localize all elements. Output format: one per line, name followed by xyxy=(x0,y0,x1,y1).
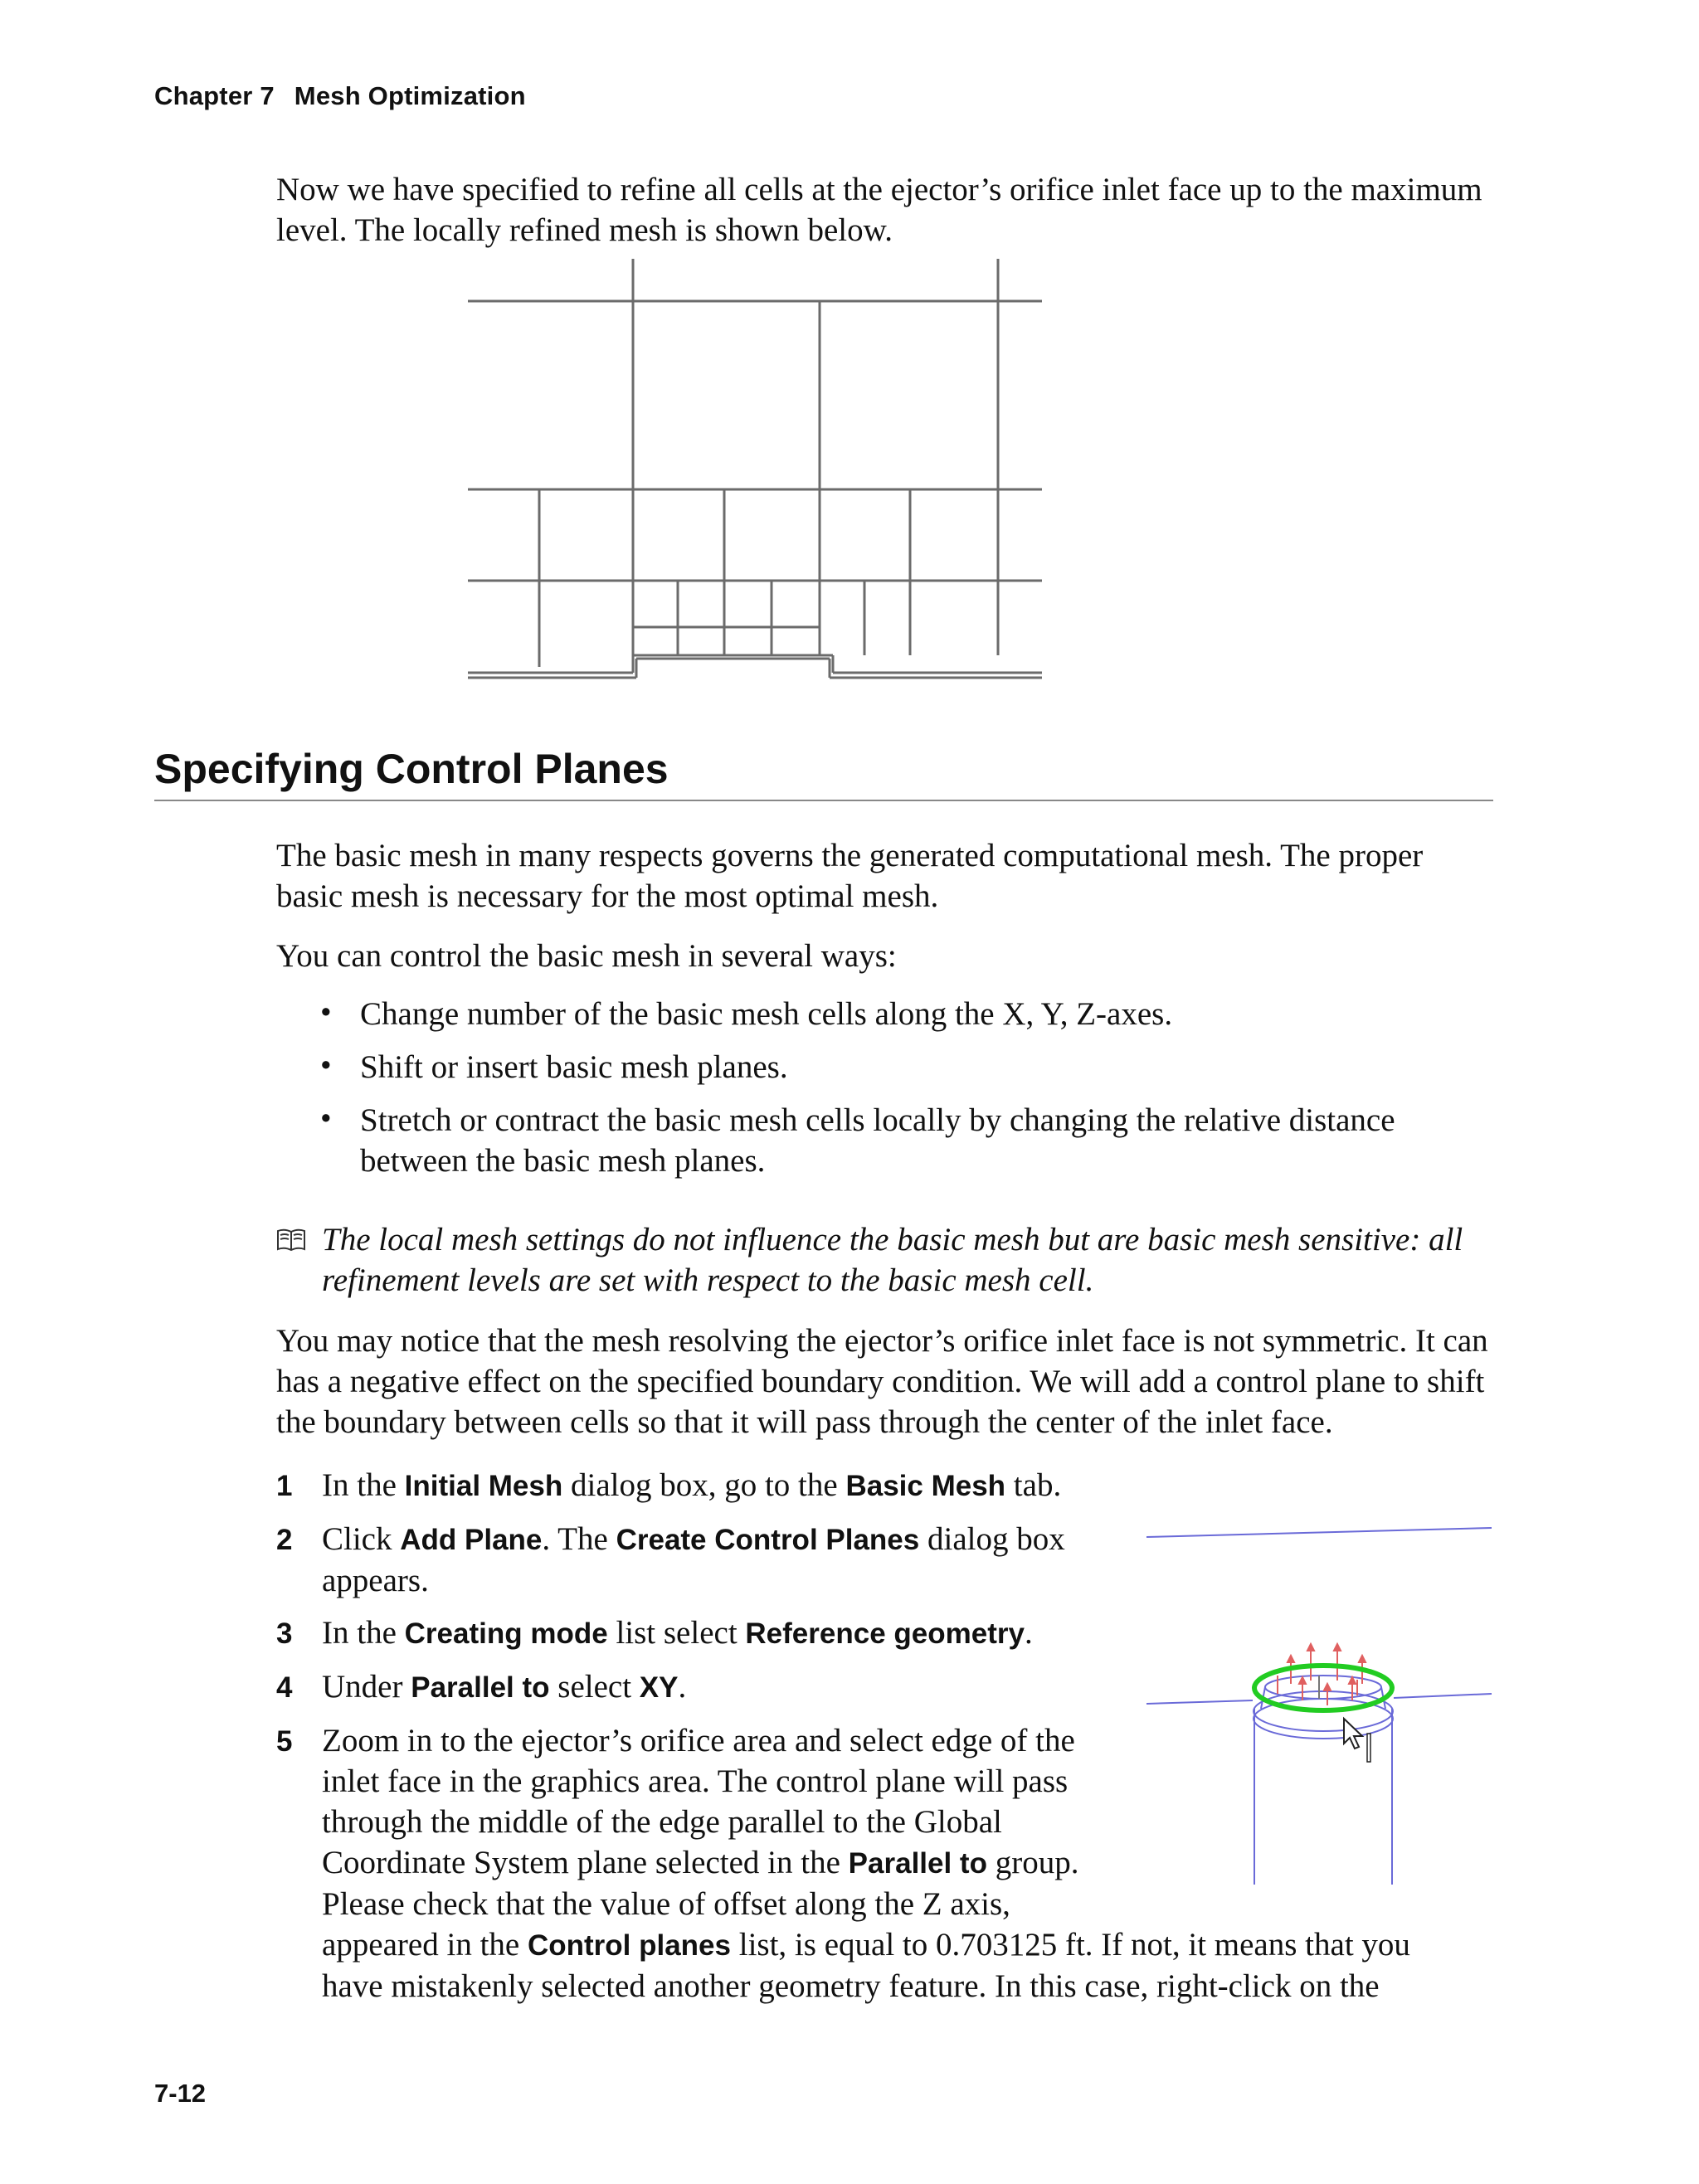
chapter-title: Mesh Optimization xyxy=(294,81,526,110)
section-heading: Specifying Control Planes xyxy=(154,746,669,792)
section-divider xyxy=(154,800,1493,801)
orifice-edge-illustration xyxy=(1145,1510,1493,1891)
list-item: Stretch or contract the basic mesh cells locally by changing the relative distance between the basic mesh planes. xyxy=(360,1102,1395,1179)
bullet-marker: • xyxy=(320,1101,332,1136)
bullet-marker: • xyxy=(320,1048,332,1083)
step-5-text: Zoom in to the ejector’s orifice area and select edge of the inlet face in the graphics area. The control plane will pass through the middle of the edge parallel to the Global Coordinate System plane selected in the Parallel to group. Please check that the value of offset along the Z axis, appeared in the Control planes list, is equal to 0.703125 ft. If not, it means that you have mistakenly selected another geometry feature. In this case, right-click on the xyxy=(322,1723,1410,2004)
intro-paragraph: Now we have specified to refine all cells at the ejector’s orifice inlet face up to the maximum level. The locally refined mesh is shown below. xyxy=(276,172,1482,248)
step-3-text: In the Creating mode list select Reference geometry. xyxy=(322,1615,1033,1651)
step-number: 1 xyxy=(276,1470,293,1502)
paragraph-control-ways: You can control the basic mesh in several ways: xyxy=(276,938,897,974)
list-item: Shift or insert basic mesh planes. xyxy=(360,1049,788,1085)
paragraph-asymmetry: You may notice that the mesh resolving the ejector’s orifice inlet face is not symmetric. It can has a negative effect on the specified boundary condition. We will add a control plane to shift the boundary between cells so that it will pass through the center of the inlet face. xyxy=(276,1323,1488,1440)
bullet-marker: • xyxy=(320,995,332,1030)
step-number: 5 xyxy=(276,1725,293,1758)
book-icon xyxy=(276,1228,306,1253)
step-number: 4 xyxy=(276,1671,293,1704)
chapter-label: Chapter 7 xyxy=(154,81,275,110)
note-text: The local mesh settings do not influence the basic mesh but are basic mesh sensitive: all refinement levels are set with respect to the basic mesh cell. xyxy=(322,1222,1463,1298)
paragraph-basic-mesh: The basic mesh in many respects governs the generated computational mesh. The proper basic mesh is necessary for the most optimal mesh. xyxy=(276,838,1424,914)
step-4-text: Under Parallel to select XY. xyxy=(322,1669,687,1705)
mouse-cursor-icon xyxy=(1344,1719,1370,1762)
step-1-text: In the Initial Mesh dialog box, go to the Basic Mesh tab. xyxy=(322,1467,1062,1503)
step-2-text: Click Add Plane. The Create Control Planes dialog box appears. xyxy=(322,1521,1065,1598)
step-number: 2 xyxy=(276,1524,293,1556)
list-item: Change number of the basic mesh cells along the X, Y, Z-axes. xyxy=(360,996,1173,1032)
page-number: 7-12 xyxy=(154,2079,207,2108)
refined-mesh-figure xyxy=(465,255,1045,687)
step-number: 3 xyxy=(276,1617,293,1650)
running-header xyxy=(154,81,526,111)
